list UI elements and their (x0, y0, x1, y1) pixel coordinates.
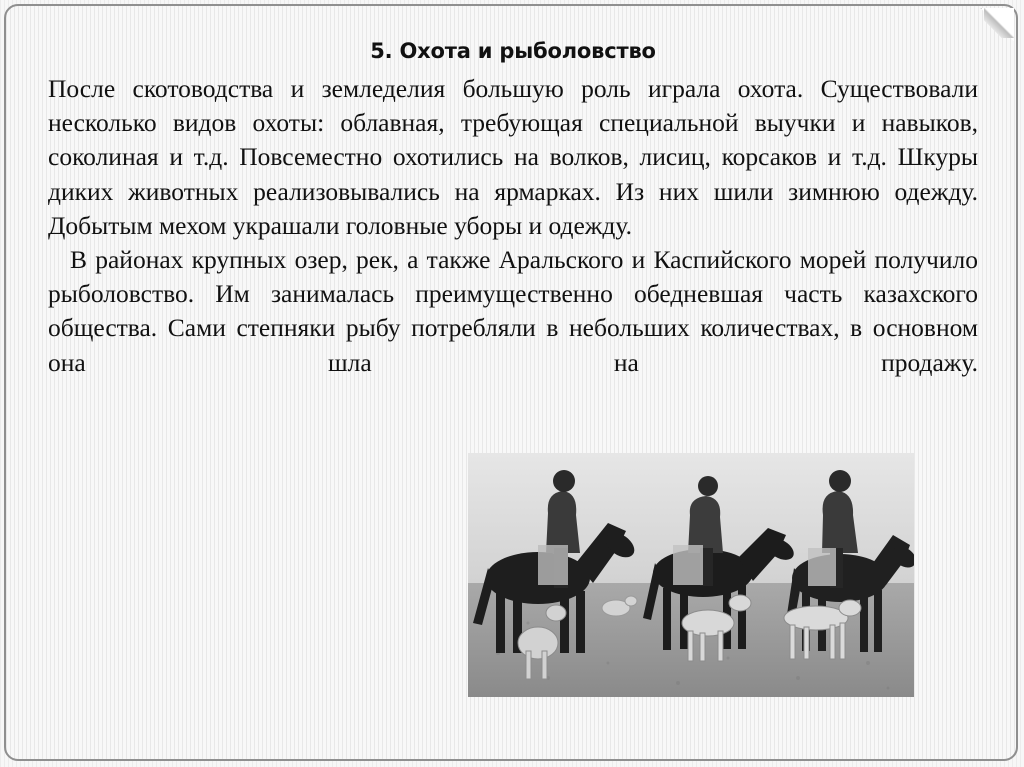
paragraph-fishing: В районах крупных озер, рек, а также Аральского и Каспийского морей получило рыболовство. Им занималась преимущественно обедневшая часть казахского общества. Сами степняки рыбу потребляли в небольших количествах, в основном она шла на продажу. (48, 245, 978, 377)
hunters-on-horseback-image (468, 453, 914, 697)
slide-body (48, 72, 978, 380)
paragraph-hunting: После скотоводства и земледелия большую роль играла охота. Существовали несколько видов охоты: облавная, требующая специальной выучки и навыков, соколиная и т.д. Повсеместно охотились на волков, лисиц, корсаков и т.д. Шкуры диких животных реализовывались на ярмарках. Из них шили зимнюю одежду. Добытым мехом украшали головные уборы и одежду. (48, 74, 978, 240)
slide-title: 5. Охота и рыболовство (370, 39, 656, 63)
hunters-photo (468, 453, 914, 697)
slide-frame (4, 4, 1018, 761)
